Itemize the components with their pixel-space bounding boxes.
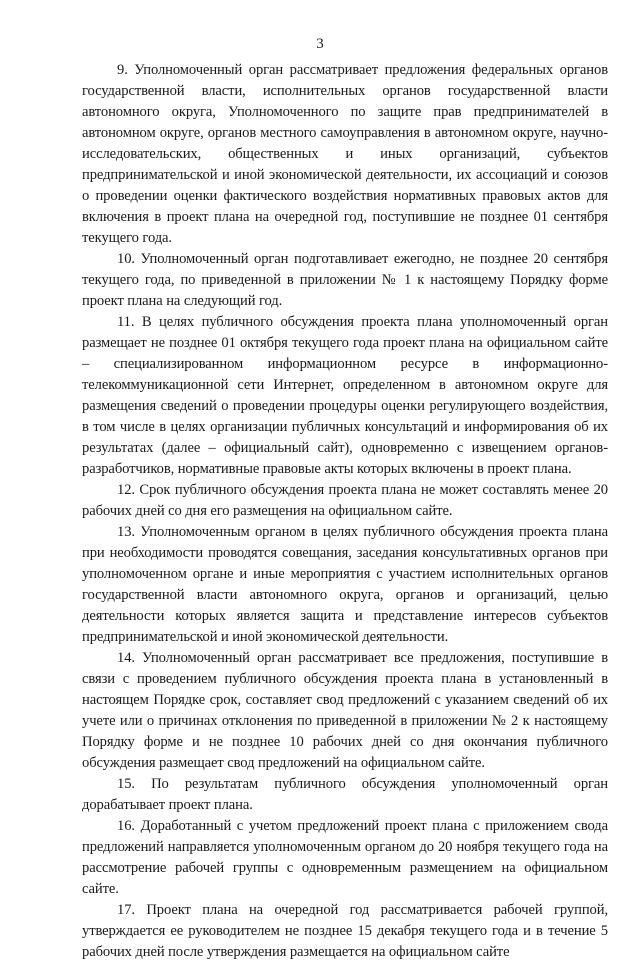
paragraph-16: 16. Доработанный с учетом предложений проект плана с приложением свода предложений направляется уполномоченным органом до 20 ноября текущего года на рассмотрение рабочей группы с одновременным размещением на официальном сайте. bbox=[82, 818, 608, 897]
document-body bbox=[82, 60, 608, 963]
paragraph-15: 15. По результатам публичного обсуждения уполномоченный орган дорабатывает проект плана. bbox=[82, 776, 608, 813]
paragraph-13: 13. Уполномоченным органом в целях публичного обсуждения проекта плана при необходимости проводятся совещания, заседания консультативных органов при уполномоченном органе и иные мероприятия с участием исполнительных органов государственной власти автономного округа, органов и организаций, целью деятельности которых является защита и представление интересов субъектов предпринимательской и иной экономической деятельности. bbox=[82, 524, 608, 645]
paragraph-17: 17. Проект плана на очередной год рассматривается рабочей группой, утверждается ее руководителем не позднее 15 декабря текущего года и в течение 5 рабочих дней после утверждения размещается на официальном сайте bbox=[82, 902, 608, 960]
paragraph-10: 10. Уполномоченный орган подготавливает ежегодно, не позднее 20 сентября текущего года, по приведенной в приложении № 1 к настоящему Порядку форме проект плана на следующий год. bbox=[82, 251, 608, 309]
paragraph-12: 12. Срок публичного обсуждения проекта плана не может составлять менее 20 рабочих дней со дня его размещения на официальном сайте. bbox=[82, 482, 608, 519]
paragraph-11: 11. В целях публичного обсуждения проекта плана уполномоченный орган размещает не позднее 01 октября текущего года проект плана на официальном сайте – специализированном информационном ресурсе в информационно-телекоммуникационной сети Интернет, определенном в автономном округе для размещения сведений о проведении процедуры оценки регулирующего воздействия, в том числе в целях организации публичных консультаций и информирования об их результатах (далее – официальный сайт), одновременно с извещением органов-разработчиков, нормативные правовые акты которых включены в проект плана. bbox=[82, 314, 608, 477]
paragraph-9: 9. Уполномоченный орган рассматривает предложения федеральных органов государственной власти, исполнительных органов государственной власти автономного округа, Уполномоченного по защите прав предпринимателей в автономном округе, органов местного самоуправления в автономном округе, научно-исследовательских, общественных и иных организаций, субъектов предпринимательской и иной экономической деятельности, их ассоциаций и союзов о проведении оценки фактического воздействия нормативных правовых актов для включения в проект плана на очередной год, поступившие не позднее 01 сентября текущего года. bbox=[82, 62, 608, 246]
page-number: 3 bbox=[316, 36, 324, 52]
paragraph-14: 14. Уполномоченный орган рассматривает все предложения, поступившие в связи с проведением публичного обсуждения проекта плана в установленный в настоящем Порядке срок, составляет свод предложений с указанием сведений об их учете или о причинах отклонения по приведенной в приложении № 2 к настоящему Порядку форме и не позднее 10 рабочих дней со дня окончания публичного обсуждения размещает свод предложений на официальном сайте. bbox=[82, 650, 608, 771]
